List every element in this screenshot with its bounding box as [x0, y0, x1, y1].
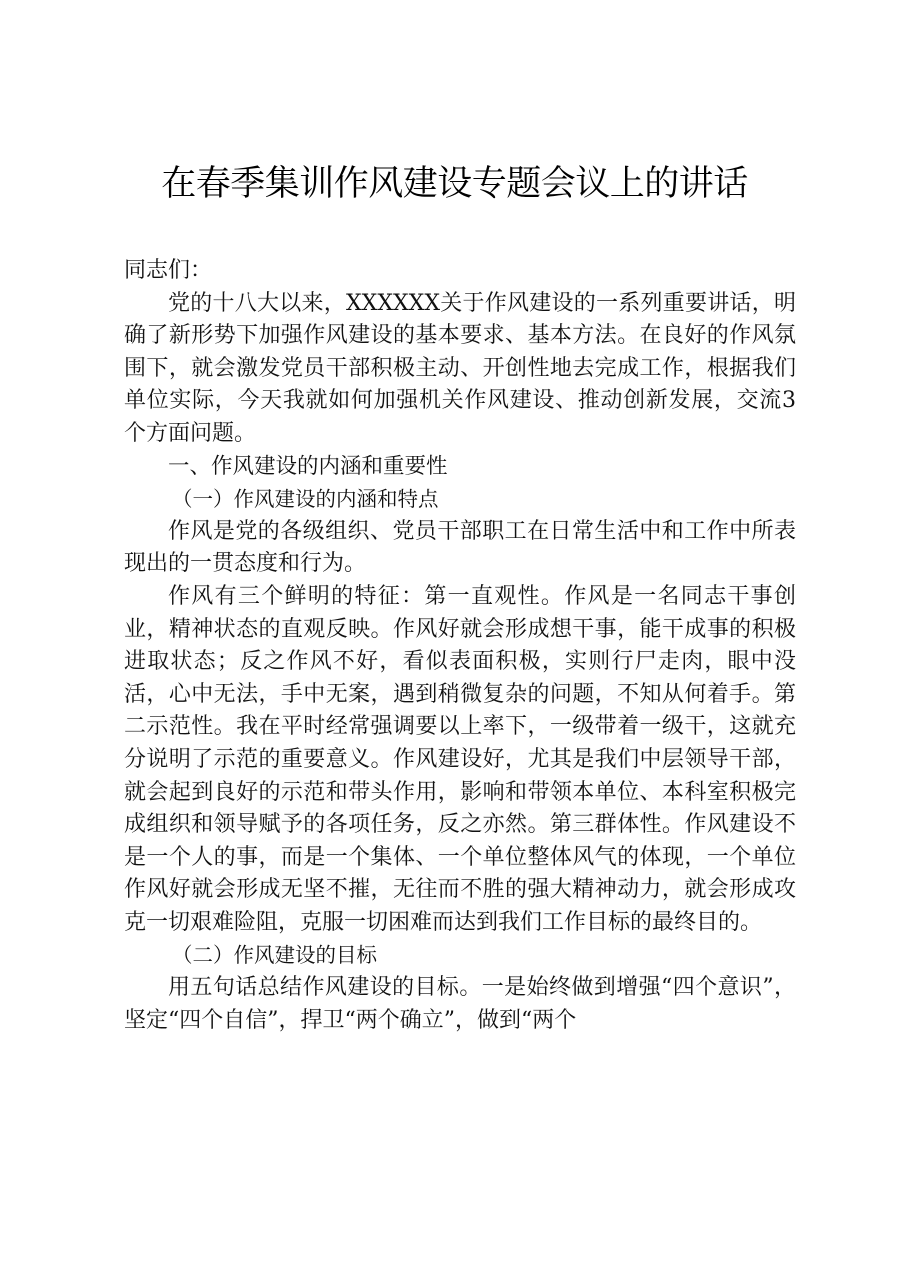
- salutation: 同志们：: [124, 258, 213, 283]
- subsection-heading-1: （一）作风建设的内涵和特点: [172, 487, 439, 512]
- subsection-2-paragraph-1: 用五句话总结作风建设的目标。一是始终做到增强“四个意识”，坚定“四个自信”，捍卫“两个确立”，做到“两个: [124, 975, 796, 1033]
- section-heading-1: 一、作风建设的内涵和重要性: [168, 453, 448, 479]
- intro-paragraph: 党的十八大以来，XXXXXX关于作风建设的一系列重要讲话，明确了新形势下加强作风建设的基本要求、基本方法。在良好的作风氛围下，就会激发党员干部积极主动、开创性地去完成工作，根据我们单位实际，今天我就如何加强机关作风建设、推动创新发展，交流3个方面问题。: [124, 290, 796, 446]
- document-body: [124, 255, 796, 1037]
- document-title: 在春季集训作风建设专题会议上的讲话: [161, 164, 748, 204]
- subsection-heading-2: （二）作风建设的目标: [172, 943, 377, 968]
- subsection-1-paragraph-1: 作风是党的各级组织、党员干部职工在日常生活中和工作中所表现出的一贯态度和行为。: [124, 518, 796, 577]
- subsection-1-paragraph-2: 作风有三个鲜明的特征：第一直观性。作风是一名同志干事创业，精神状态的直观反映。作风好就会形成想干事，能干成事的积极进取状态；反之作风不好，看似表面积极，实则行尸走肉，眼中没活，心中无法，手中无案，遇到稍微复杂的问题，不知从何着手。第二示范性。我在平时经常强调要以上率下，一级带着一级干，这就充分说明了示范的重要意义。作风建设好，尤其是我们中层领导干部，就会起到良好的示范和带头作用，影响和带领本单位、本科室积极完成组织和领导赋予的各项任务，反之亦然。第三群体性。作风建设不是一个人的事，而是一个集体、一个单位整体风气的体现，一个单位作风好就会形成无坚不摧，无往而不胜的强大精神动力，就会形成攻克一切艰难险阻，克服一切困难而达到我们工作目标的最终目的。: [124, 583, 796, 935]
